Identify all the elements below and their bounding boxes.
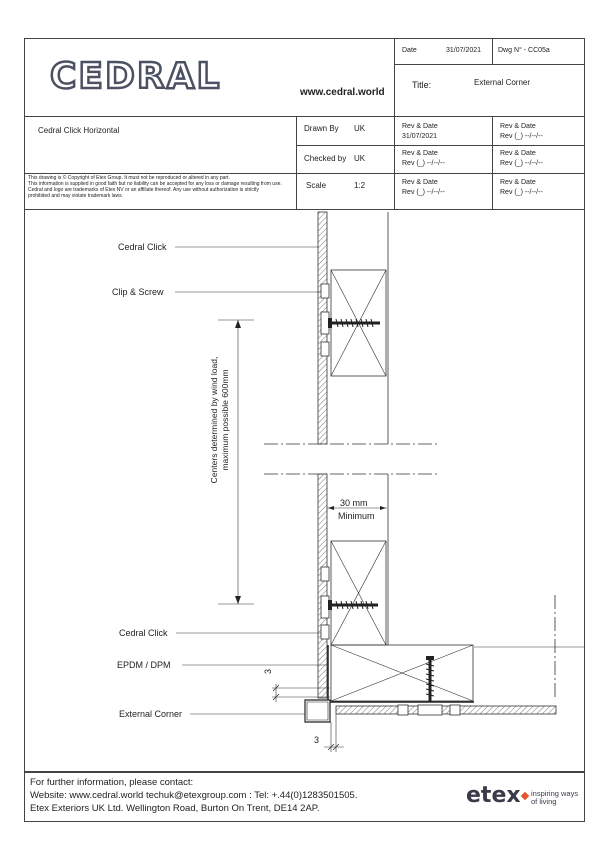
contact-details: Website: www.cedral.world techuk@etexgroup.com : Tel: +.44(0)1283501505. xyxy=(30,790,358,801)
cladding-board-lower xyxy=(318,474,327,698)
dim-3-horizontal: 3 xyxy=(314,735,320,745)
cedral-logo: CEDRAL xyxy=(50,56,222,97)
website-text[interactable]: www.cedral.world xyxy=(300,87,385,98)
dim-30mm: 30 mm xyxy=(340,498,368,508)
title-label: Title: xyxy=(412,80,432,90)
clip-icon xyxy=(321,596,329,618)
external-corner-trim xyxy=(305,700,330,722)
rev-label: Rev & Date xyxy=(402,123,438,130)
label-minimum: Minimum xyxy=(338,511,375,521)
screw-icon xyxy=(328,318,380,328)
rev-label: Rev & Date xyxy=(402,150,438,157)
clip-icon xyxy=(321,312,329,334)
dwg-number: Dwg N° - CC05a xyxy=(498,47,550,54)
contact-address: Etex Exteriors UK Ltd. Wellington Road, Burton On Trent, DE14 2AP. xyxy=(30,803,320,814)
clip-icon xyxy=(321,567,329,581)
label-cedral-click-top: Cedral Click xyxy=(118,242,167,252)
clip-icon xyxy=(321,342,329,356)
label-epdm: EPDM / DPM xyxy=(117,660,171,670)
label-clip-screw: Clip & Screw xyxy=(112,287,164,297)
label-centers: Centers determined by wind load, maximum possible 600mm xyxy=(209,356,230,484)
title-value: External Corner xyxy=(474,78,531,87)
label-external-corner: External Corner xyxy=(119,709,183,719)
contact-heading: For further information, please contact: xyxy=(30,777,194,788)
rev-label: Rev & Date xyxy=(402,179,438,186)
clip-icon xyxy=(321,284,329,298)
scale-value: 1:2 xyxy=(354,181,366,190)
rev-label: Rev & Date xyxy=(500,150,536,157)
product-name: Cedral Click Horizontal xyxy=(38,126,120,135)
scale-label: Scale xyxy=(306,181,327,190)
checked-by-value: UK xyxy=(354,154,366,163)
date-value: 31/07/2021 xyxy=(446,47,482,54)
rev-label: Rev & Date xyxy=(500,123,536,130)
screw-icon xyxy=(328,600,378,610)
clip-icon xyxy=(321,625,329,639)
drawn-by-label: Drawn By xyxy=(304,124,339,133)
rev-value: Rev (_) --/--/-- xyxy=(500,189,543,196)
rev-value: Rev (_) --/--/-- xyxy=(402,189,445,196)
soffit-board xyxy=(336,706,556,714)
label-cedral-click-bottom: Cedral Click xyxy=(119,628,168,638)
rev-value: Rev (_) --/--/-- xyxy=(500,160,543,167)
etex-tagline: inspiring ways of living xyxy=(531,789,579,806)
rev-value: Rev (_) --/--/-- xyxy=(402,160,445,167)
dim-3-vertical: 3 xyxy=(263,668,273,674)
copyright-notice: This drawing is © Copyright of Etex Group. It must not be reproduced or altered in any part. This information is supplied in good faith but no liability can be accepted for any loss or damage resulting from use. Cedral and logo are trademarks of Etex NV or an affiliate thereof. Any use without authorization is strictly prohibited and may violate trademark laws. xyxy=(28,175,282,199)
date-label: Date xyxy=(402,47,417,54)
checked-by-label: Checked by xyxy=(304,154,347,163)
etex-logo: etex xyxy=(466,783,521,808)
rev-value: 31/07/2021 xyxy=(402,133,438,140)
drawn-by-value: UK xyxy=(354,124,366,133)
rev-label: Rev & Date xyxy=(500,179,536,186)
rev-value: Rev (_) --/--/-- xyxy=(500,133,543,140)
